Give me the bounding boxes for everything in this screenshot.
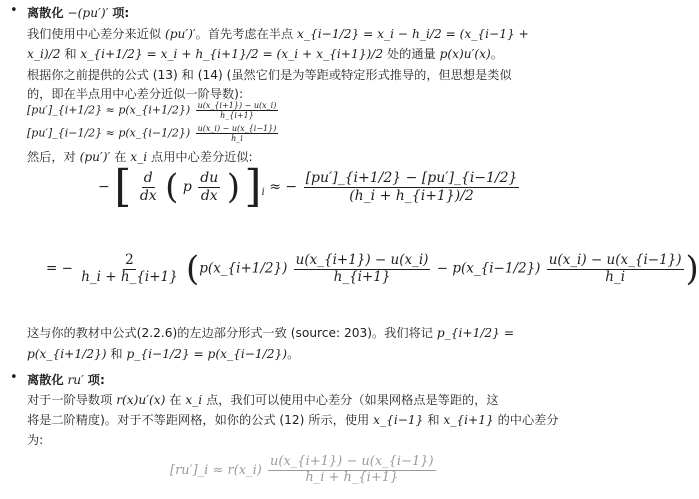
paragraph-line bbox=[27, 411, 559, 428]
numerator: u(x_i) − u(x_{i−1}) bbox=[548, 251, 682, 268]
p-term: p(x_{i+1/2}) bbox=[199, 260, 288, 277]
heading-text: 离散化 bbox=[27, 373, 64, 387]
text: 的中心差分 bbox=[497, 413, 559, 427]
formula-left: [ru′]_i ≈ r(x_i) bbox=[170, 462, 262, 478]
denominator: h_{i+1} bbox=[333, 268, 391, 285]
paragraph-line: 根据你之前提供的公式 (13) 和 (14) (虽然它们是为等距或特定形式推导的，但思想是类似 bbox=[27, 68, 512, 82]
left-bracket: [ bbox=[114, 161, 132, 212]
paragraph-line bbox=[27, 45, 503, 62]
paragraph-line bbox=[27, 391, 499, 408]
numerator: [pu′]_{i+1/2} − [pu′]_{i−1/2} bbox=[305, 170, 518, 187]
text: 点用中心差分近似: bbox=[151, 150, 253, 164]
heading-suffix: 项: bbox=[112, 6, 130, 20]
left-paren: ( bbox=[165, 167, 179, 207]
display-equation-1 bbox=[98, 161, 521, 212]
fraction bbox=[268, 455, 436, 486]
fraction bbox=[196, 101, 279, 120]
inline-math: p_{i−1/2} = p(x_{i−1/2}) bbox=[126, 347, 288, 361]
numerator: du bbox=[200, 170, 219, 187]
inline-math: x_{i−1/2} = x_i − h_i/2 = (x_{i−1} + bbox=[297, 27, 529, 41]
inline-math: x_i bbox=[185, 393, 203, 407]
fraction bbox=[294, 253, 431, 285]
text: 我们使用中心差分来近似 bbox=[27, 27, 162, 41]
paragraph-line bbox=[27, 324, 514, 341]
approx: ≈ − bbox=[269, 179, 298, 195]
section-2-heading bbox=[27, 371, 105, 388]
text: 。 bbox=[490, 47, 503, 61]
inline-math: p(x)u′(x) bbox=[439, 47, 491, 61]
denominator: dx bbox=[200, 187, 218, 204]
heading-text: 离散化 bbox=[27, 6, 64, 20]
inline-math: x_{i+1} bbox=[443, 413, 494, 427]
section-1-heading bbox=[27, 4, 129, 21]
right-paren: ) bbox=[685, 249, 699, 289]
inline-math: x_{i+1/2} = x_i + h_{i+1}/2 = (x_i + x_{i+1})/2 bbox=[80, 47, 384, 61]
denominator: h_{i+1} bbox=[220, 111, 254, 121]
inline-math: p_{i+1/2} = bbox=[436, 326, 515, 340]
formula-left: [pu′]_{i−1/2} ≈ p(x_{i−1/2}) bbox=[27, 126, 191, 140]
paragraph-line bbox=[27, 25, 529, 42]
numerator: 2 bbox=[125, 251, 134, 268]
bullet: • bbox=[10, 3, 18, 18]
inline-math: x_i bbox=[130, 150, 148, 164]
text: 和 bbox=[427, 413, 440, 427]
derivative-fraction bbox=[138, 170, 159, 203]
text: 和 bbox=[64, 47, 77, 61]
left-paren: ( bbox=[186, 249, 200, 289]
bullet: • bbox=[10, 370, 18, 385]
p-term: p(x_{i−1/2}) bbox=[452, 260, 541, 277]
minus: − bbox=[436, 260, 449, 277]
text: 点，我们可以使用中心差分（如果网格点是等距的，这 bbox=[206, 393, 499, 407]
denominator: dx bbox=[139, 187, 157, 204]
text: 将是二阶精度)。对于不等距网格，如你的公式 (12) 所示，使用 bbox=[27, 413, 370, 427]
inline-math: (pu′)′ bbox=[164, 27, 196, 41]
heading-math: −(pu′)′ bbox=[67, 6, 109, 20]
text: 这与你的教材中公式(2.2.6)的左边部分形式一致 (source: 203)。我们将记 bbox=[27, 326, 433, 340]
text: 然后，对 bbox=[27, 150, 76, 164]
p-symbol: p bbox=[182, 179, 192, 195]
paragraph-line bbox=[27, 148, 253, 165]
right-bracket: ] bbox=[244, 161, 262, 212]
numerator: u(x_{i+1}) − u(x_i) bbox=[197, 101, 277, 110]
subscript-i: i bbox=[261, 186, 265, 198]
paragraph-line: 的，即在半点用中心差分近似一阶导数): bbox=[27, 87, 244, 101]
text: 处的通量 bbox=[386, 47, 436, 61]
text: 。首先考虑在半点 bbox=[195, 27, 294, 41]
denominator: (h_i + h_{i+1})/2 bbox=[349, 187, 474, 204]
display-equation-2 bbox=[46, 249, 699, 289]
denominator: h_i + h_{i+1} bbox=[81, 268, 178, 285]
inline-math: x_{i−1} bbox=[373, 413, 424, 427]
right-paren: ) bbox=[226, 167, 240, 207]
inline-math: x_i)/2 bbox=[27, 47, 61, 61]
numerator: d bbox=[143, 170, 153, 187]
minus-sign: − bbox=[98, 179, 110, 195]
denominator: h_i bbox=[605, 268, 626, 285]
denominator: h_i + h_{i+1} bbox=[305, 469, 399, 485]
paragraph-line bbox=[27, 345, 299, 362]
heading-math: ru′ bbox=[67, 373, 84, 387]
paragraph-line: 为: bbox=[27, 433, 44, 447]
numerator: u(x_{i+1}) − u(x_i) bbox=[295, 251, 429, 268]
text: 在 bbox=[114, 150, 127, 164]
denominator: h_i bbox=[231, 134, 243, 144]
heading-suffix: 项: bbox=[87, 373, 105, 387]
inline-math: r(x)u′(x) bbox=[116, 393, 166, 407]
flux-formula-minus bbox=[27, 124, 280, 143]
inline-math: (pu′)′ bbox=[79, 150, 111, 164]
formula-left: [pu′]_{i+1/2} ≈ p(x_{i+1/2}) bbox=[27, 103, 191, 117]
text: 在 bbox=[169, 393, 182, 407]
fraction bbox=[547, 253, 684, 285]
numerator: u(x_i) − u(x_{i−1}) bbox=[197, 124, 277, 133]
inline-math: p(x_{i+1/2}) bbox=[27, 347, 107, 361]
fraction bbox=[304, 170, 520, 203]
text: 和 bbox=[110, 347, 123, 361]
coefficient-fraction bbox=[79, 253, 180, 285]
text: 。 bbox=[287, 347, 300, 361]
equals: = − bbox=[46, 260, 73, 277]
numerator: u(x_{i+1}) − u(x_{i−1}) bbox=[270, 454, 434, 469]
fraction bbox=[196, 124, 279, 143]
display-equation-3 bbox=[170, 455, 438, 486]
flux-formula-plus bbox=[27, 101, 280, 120]
derivative-fraction bbox=[198, 170, 220, 203]
text: 对于一阶导数项 bbox=[27, 393, 113, 407]
